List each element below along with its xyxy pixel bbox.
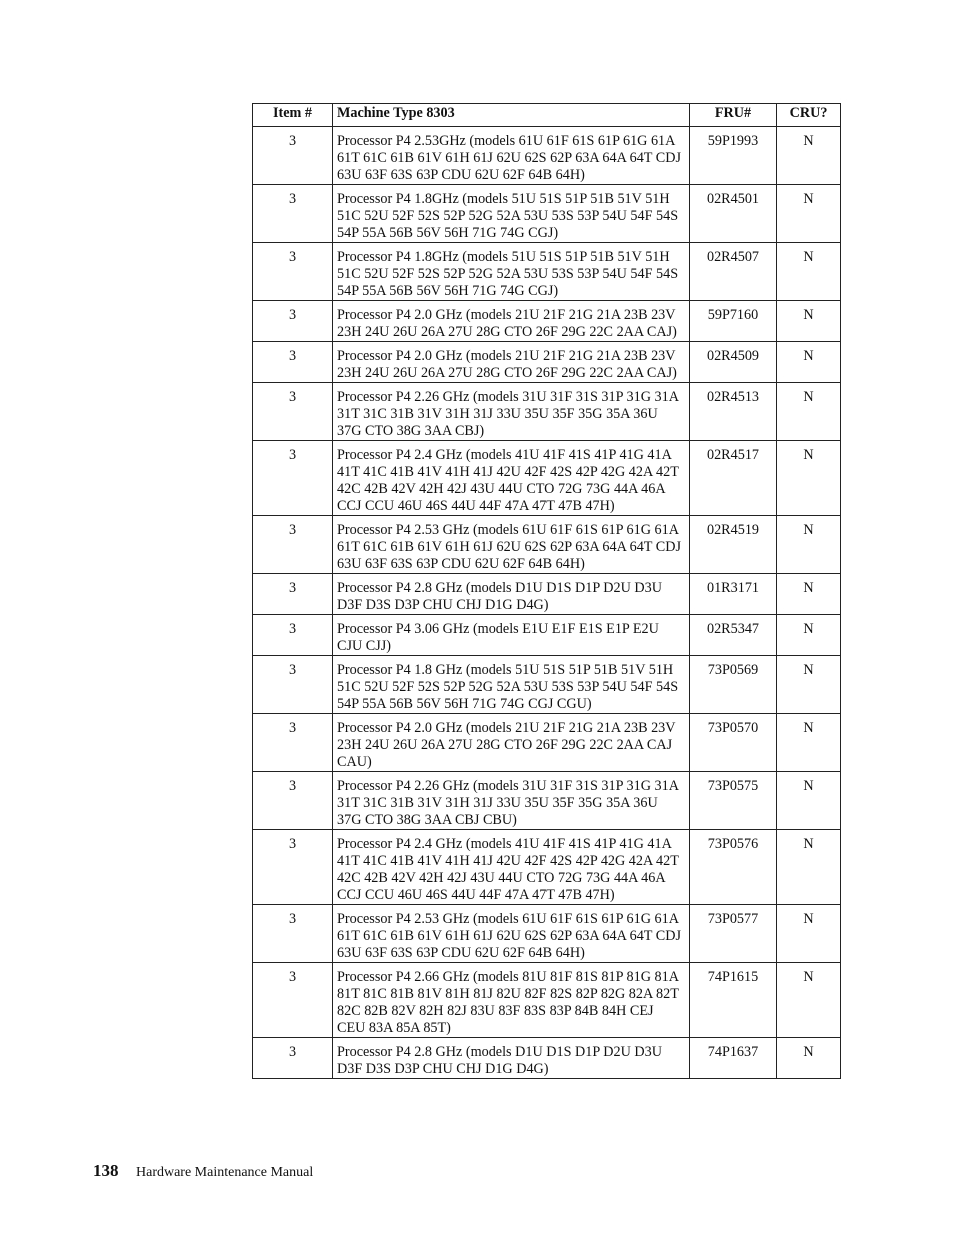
- table-row: [253, 301, 841, 342]
- cell-cru: N: [777, 383, 841, 441]
- cell-description: Processor P4 2.26 GHz (models 31U 31F 31S 31P 31G 31A 31T 31C 31B 31V 31H 31J 33U 35U 35F 35G 35A 36U 37G CTO 38G 3AA CBJ CBU): [333, 772, 690, 830]
- cell-item: 3: [253, 905, 333, 963]
- cell-cru: N: [777, 772, 841, 830]
- cell-description: Processor P4 2.66 GHz (models 81U 81F 81S 81P 81G 81A 81T 81C 81B 81V 81H 81J 82U 82F 82S 82P 82G 82A 82T 82C 82B 82V 82H 82J 83U 83F 83S 83P 84B 84H CEJ CEU 83A 85A 85T): [333, 963, 690, 1038]
- cell-cru: N: [777, 830, 841, 905]
- cell-fru: 01R3171: [690, 574, 777, 615]
- cell-cru: N: [777, 656, 841, 714]
- cell-cru: N: [777, 574, 841, 615]
- cell-cru: N: [777, 1038, 841, 1079]
- cell-fru: 02R4519: [690, 516, 777, 574]
- cell-fru: 02R4513: [690, 383, 777, 441]
- cell-item: 3: [253, 243, 333, 301]
- cell-description: Processor P4 1.8GHz (models 51U 51S 51P 51B 51V 51H 51C 52U 52F 52S 52P 52G 52A 53U 53S 53P 54U 54F 54S 54P 55A 56B 56V 56H 71G 74G CGJ): [333, 243, 690, 301]
- cell-item: 3: [253, 383, 333, 441]
- cell-item: 3: [253, 441, 333, 516]
- header-cru: CRU?: [777, 104, 841, 127]
- cell-description: Processor P4 2.0 GHz (models 21U 21F 21G 21A 23B 23V 23H 24U 26U 26A 27U 28G CTO 26F 29G 22C 2AA CAJ CAU): [333, 714, 690, 772]
- cell-description: Processor P4 2.53GHz (models 61U 61F 61S 61P 61G 61A 61T 61C 61B 61V 61H 61J 62U 62S 62P 63A 64A 64T CDJ 63U 63F 63S 63P CDU 62U 62F 64B 64H): [333, 127, 690, 185]
- cell-cru: N: [777, 185, 841, 243]
- parts-table: [252, 103, 841, 1079]
- cell-item: 3: [253, 342, 333, 383]
- cell-cru: N: [777, 342, 841, 383]
- cell-fru: 74P1615: [690, 963, 777, 1038]
- cell-cru: N: [777, 615, 841, 656]
- table-row: [253, 127, 841, 185]
- table-row: [253, 383, 841, 441]
- table-row: [253, 905, 841, 963]
- cell-fru: 73P0577: [690, 905, 777, 963]
- cell-fru: 73P0570: [690, 714, 777, 772]
- cell-description: Processor P4 2.53 GHz (models 61U 61F 61S 61P 61G 61A 61T 61C 61B 61V 61H 61J 62U 62S 62P 63A 64A 64T CDJ 63U 63F 63S 63P CDU 62U 62F 64B 64H): [333, 516, 690, 574]
- page-footer: [93, 1161, 313, 1181]
- manual-title: Hardware Maintenance Manual: [136, 1165, 314, 1180]
- cell-description: Processor P4 2.8 GHz (models D1U D1S D1P D2U D3U D3F D3S D3P CHU CHJ D1G D4G): [333, 574, 690, 615]
- table-row: [253, 963, 841, 1038]
- cell-item: 3: [253, 185, 333, 243]
- cell-item: 3: [253, 615, 333, 656]
- cell-cru: N: [777, 127, 841, 185]
- cell-item: 3: [253, 301, 333, 342]
- header-item: Item #: [253, 104, 333, 127]
- cell-description: Processor P4 2.26 GHz (models 31U 31F 31S 31P 31G 31A 31T 31C 31B 31V 31H 31J 33U 35U 35F 35G 35A 36U 37G CTO 38G 3AA CBJ): [333, 383, 690, 441]
- header-machine-type: Machine Type 8303: [333, 104, 690, 127]
- cell-fru: 73P0576: [690, 830, 777, 905]
- table-row: [253, 441, 841, 516]
- table-row: [253, 830, 841, 905]
- cell-cru: N: [777, 905, 841, 963]
- cell-item: 3: [253, 1038, 333, 1079]
- cell-item: 3: [253, 574, 333, 615]
- table-row: [253, 656, 841, 714]
- cell-item: 3: [253, 963, 333, 1038]
- cell-fru: 73P0569: [690, 656, 777, 714]
- table-header-row: [253, 104, 841, 127]
- cell-cru: N: [777, 714, 841, 772]
- cell-item: 3: [253, 516, 333, 574]
- cell-description: Processor P4 2.0 GHz (models 21U 21F 21G 21A 23B 23V 23H 24U 26U 26A 27U 28G CTO 26F 29G 22C 2AA CAJ): [333, 301, 690, 342]
- cell-fru: 73P0575: [690, 772, 777, 830]
- cell-item: 3: [253, 772, 333, 830]
- cell-fru: 74P1637: [690, 1038, 777, 1079]
- cell-fru: 02R5347: [690, 615, 777, 656]
- cell-description: Processor P4 2.4 GHz (models 41U 41F 41S 41P 41G 41A 41T 41C 41B 41V 41H 41J 42U 42F 42S 42P 42G 42A 42T 42C 42B 42V 42H 42J 43U 44U CTO 72G 73G 44A 46A CCJ CCU 46U 46S 44U 44F 47A 47T 47B 47H): [333, 830, 690, 905]
- cell-description: Processor P4 2.8 GHz (models D1U D1S D1P D2U D3U D3F D3S D3P CHU CHJ D1G D4G): [333, 1038, 690, 1079]
- table-row: [253, 574, 841, 615]
- header-fru: FRU#: [690, 104, 777, 127]
- table-row: [253, 516, 841, 574]
- cell-cru: N: [777, 963, 841, 1038]
- table-row: [253, 772, 841, 830]
- cell-fru: 02R4517: [690, 441, 777, 516]
- cell-cru: N: [777, 301, 841, 342]
- cell-fru: 02R4509: [690, 342, 777, 383]
- cell-item: 3: [253, 127, 333, 185]
- cell-fru: 02R4501: [690, 185, 777, 243]
- cell-description: Processor P4 2.4 GHz (models 41U 41F 41S 41P 41G 41A 41T 41C 41B 41V 41H 41J 42U 42F 42S 42P 42G 42A 42T 42C 42B 42V 42H 42J 43U 44U CTO 72G 73G 44A 46A CCJ CCU 46U 46S 44U 44F 47A 47T 47B 47H): [333, 441, 690, 516]
- table-row: [253, 615, 841, 656]
- cell-description: Processor P4 1.8 GHz (models 51U 51S 51P 51B 51V 51H 51C 52U 52F 52S 52P 52G 52A 53U 53S 53P 54U 54F 54S 54P 55A 56B 56V 56H 71G 74G CGJ CGU): [333, 656, 690, 714]
- table-row: [253, 185, 841, 243]
- cell-fru: 02R4507: [690, 243, 777, 301]
- cell-cru: N: [777, 243, 841, 301]
- table-row: [253, 1038, 841, 1079]
- table-row: [253, 243, 841, 301]
- cell-fru: 59P1993: [690, 127, 777, 185]
- cell-description: Processor P4 3.06 GHz (models E1U E1F E1S E1P E2U CJU CJJ): [333, 615, 690, 656]
- cell-cru: N: [777, 516, 841, 574]
- table-row: [253, 714, 841, 772]
- table-row: [253, 342, 841, 383]
- cell-fru: 59P7160: [690, 301, 777, 342]
- cell-item: 3: [253, 830, 333, 905]
- cell-item: 3: [253, 656, 333, 714]
- cell-description: Processor P4 1.8GHz (models 51U 51S 51P 51B 51V 51H 51C 52U 52F 52S 52P 52G 52A 53U 53S 53P 54U 54F 54S 54P 55A 56B 56V 56H 71G 74G CGJ): [333, 185, 690, 243]
- cell-item: 3: [253, 714, 333, 772]
- cell-description: Processor P4 2.0 GHz (models 21U 21F 21G 21A 23B 23V 23H 24U 26U 26A 27U 28G CTO 26F 29G 22C 2AA CAJ): [333, 342, 690, 383]
- cell-description: Processor P4 2.53 GHz (models 61U 61F 61S 61P 61G 61A 61T 61C 61B 61V 61H 61J 62U 62S 62P 63A 64A 64T CDJ 63U 63F 63S 63P CDU 62U 62F 64B 64H): [333, 905, 690, 963]
- page-number: 138: [93, 1161, 119, 1180]
- cell-cru: N: [777, 441, 841, 516]
